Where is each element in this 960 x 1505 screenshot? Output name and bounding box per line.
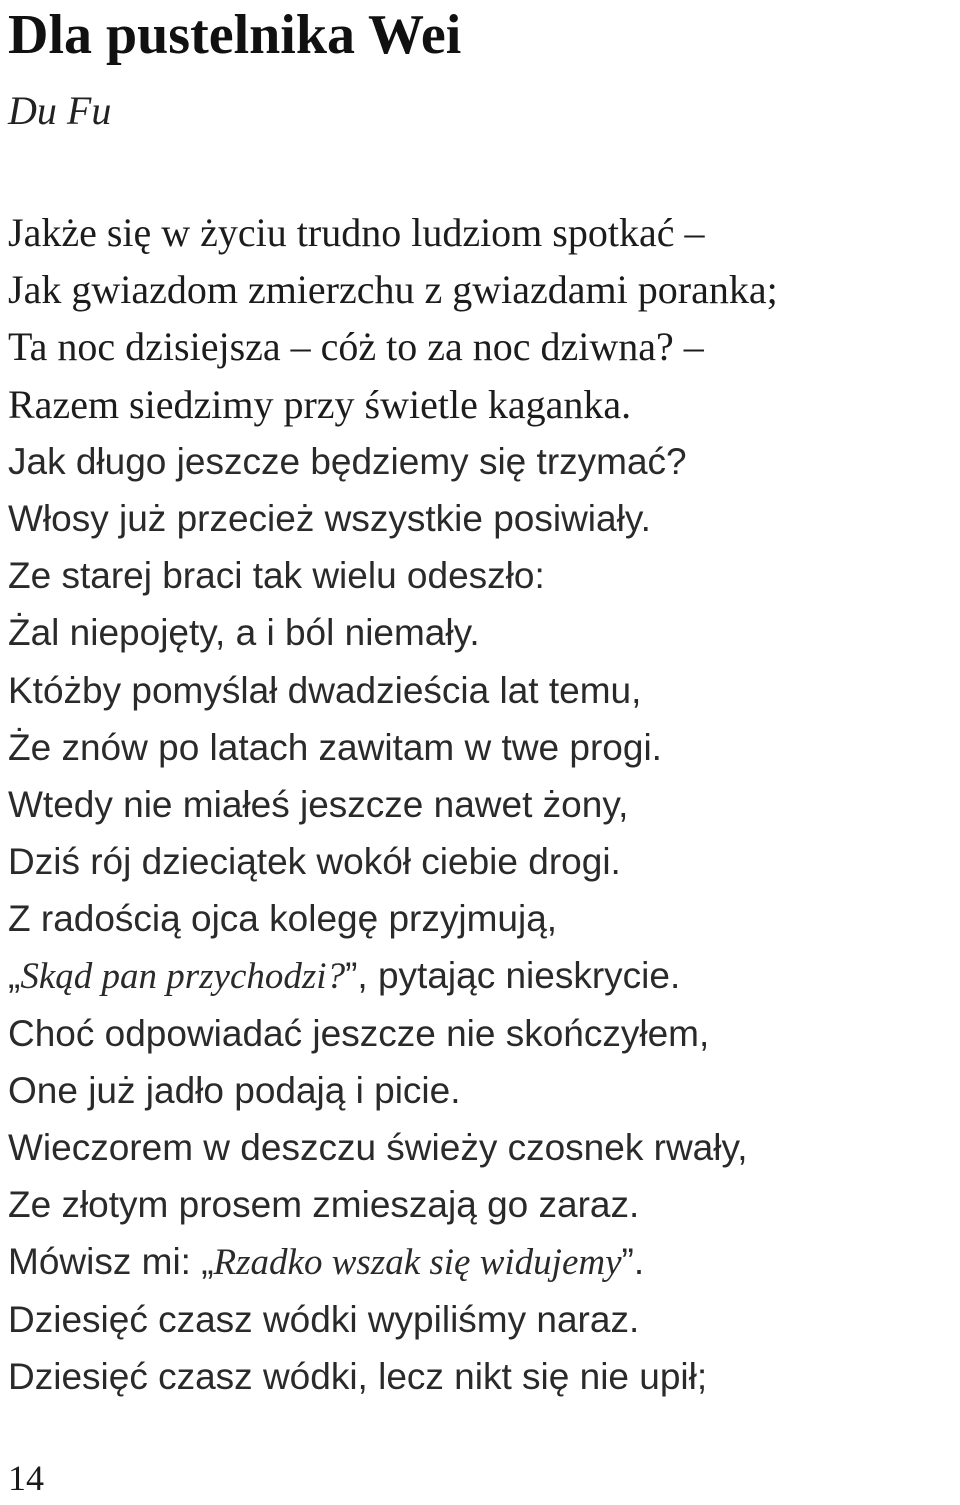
poem-line: Dziś rój dzieciątek wokół ciebie drogi.: [8, 841, 621, 883]
line-prefix: Mówisz mi: „: [8, 1241, 214, 1283]
poem-line: Że znów po latach zawitam w twe progi.: [8, 726, 662, 768]
line-prefix: „: [8, 955, 21, 997]
poem-line: Ze starej braci tak wielu odeszło:: [8, 555, 545, 597]
line-suffix: ”.: [621, 1241, 645, 1283]
poem-line: [8, 947, 778, 1004]
poem-line: Jak długo jeszcze będziemy się trzymać?: [8, 440, 687, 482]
poem-line: Jakże się w życiu trudno ludziom spotkać –: [8, 210, 705, 255]
poem-line: Ze złotym prosem zmieszają go zaraz.: [8, 1184, 640, 1226]
poem-line: Dziesięć czasz wódki, lecz nikt się nie upił;: [8, 1355, 708, 1397]
poem-line: Razem siedzimy przy świetle kaganka.: [8, 381, 632, 427]
poem-line: Ta noc dzisiejsza – cóż to za noc dziwna? –: [8, 324, 704, 370]
page-number: 14: [8, 1458, 44, 1498]
line-suffix: ”, pytając nieskrycie.: [345, 955, 681, 997]
poem-line: Z radością ojca kolegę przyjmują,: [8, 898, 558, 940]
poem-line: [8, 1233, 778, 1290]
poem-line: Żal niepojęty, a i ból niemały.: [8, 612, 480, 654]
poem-line: Któżby pomyślał dwadzieścia lat temu,: [8, 669, 642, 711]
poem-title: Dla pustelnika Wei: [8, 4, 462, 66]
poem-line: One już jadło podają i picie.: [8, 1069, 461, 1111]
poem-body: [8, 204, 778, 1405]
poem-line: Wieczorem w deszczu świeży czosnek rwały,: [8, 1127, 748, 1168]
poem-author: Du Fu: [8, 88, 112, 133]
poem-line: Włosy już przecież wszystkie posiwiały.: [8, 497, 651, 539]
line-italic-quote: Rzadko wszak się widujemy: [213, 1242, 622, 1284]
poem-line: Dziesięć czasz wódki wypiliśmy naraz.: [8, 1298, 640, 1340]
poem-line: Wtedy nie miałeś jeszcze nawet żony,: [8, 783, 629, 825]
poem-line: Choć odpowiadać jeszcze nie skończyłem,: [8, 1012, 710, 1054]
line-italic-quote: Skąd pan przychodzi?: [20, 956, 346, 998]
poem-line: Jak gwiazdom zmierzchu z gwiazdami poranka;: [8, 267, 778, 313]
